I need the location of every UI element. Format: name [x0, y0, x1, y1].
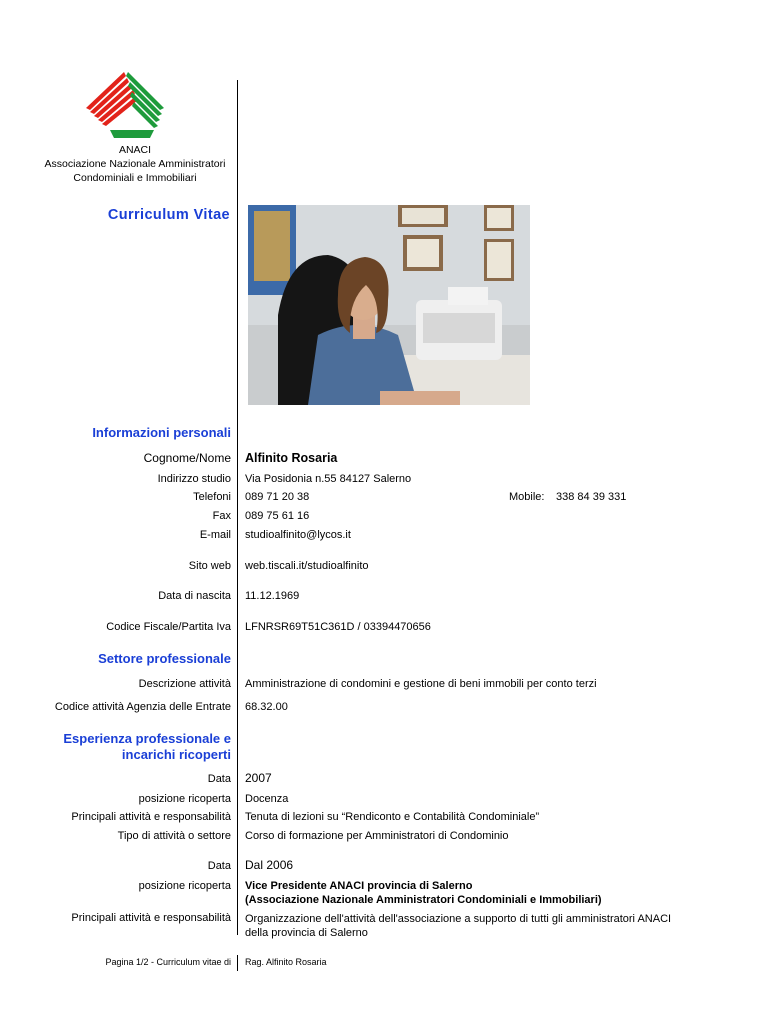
exp2-date-label: Data — [207, 860, 231, 872]
mobile-value: 338 84 39 331 — [556, 491, 627, 503]
mobile-label: Mobile: — [509, 491, 545, 503]
footer-divider — [237, 955, 238, 971]
email-label: E-mail — [199, 529, 231, 541]
org-name-line1: Associazione Nazionale Amministratori — [44, 158, 226, 170]
exp2-date-value: Dal 2006 — [245, 858, 294, 872]
footer-page-info: Pagina 1/2 - Curriculum vitae di — [105, 957, 231, 967]
section-personal-info: Informazioni personali — [92, 425, 231, 440]
activity-code-value: 68.32.00 — [245, 701, 288, 713]
portrait-photo — [248, 205, 530, 405]
exp2-position-value-line2: (Associazione Nazionale Amministratori Condominiali e Immobiliari) — [245, 894, 602, 906]
birth-date-value: 11.12.1969 — [245, 590, 300, 602]
exp1-date-label: Data — [207, 773, 231, 785]
section-experience-line2: incarichi ricoperti — [121, 747, 231, 762]
fax-value: 089 75 61 16 — [245, 510, 310, 522]
exp2-responsibility-value: Organizzazione dell'attività dell'associazione a supporto di tutti gli amministratori ANACI della provincia di Salerno — [245, 913, 672, 939]
activity-description-value: Amministrazione di condomini e gestione di beni immobili per conto terzi — [245, 678, 597, 690]
section-experience-line1: Esperienza professionale e — [63, 731, 231, 746]
org-name-line2: Condominiali e Immobiliari — [73, 172, 197, 184]
activity-description-label: Descrizione attività — [138, 678, 231, 690]
exp1-responsibility-value: Tenuta di lezioni su “Rendiconto e Contabilità Condominiale” — [245, 811, 540, 823]
exp2-position-value-line1: Vice Presidente ANACI provincia di Salerno — [245, 880, 473, 892]
exp1-position-label: posizione ricoperta — [138, 793, 231, 805]
exp2-position-label: posizione ricoperta — [138, 880, 231, 892]
anaci-logo-icon — [84, 68, 166, 142]
exp1-type-value: Corso di formazione per Amministratori di Condominio — [245, 830, 509, 842]
cv-title: Curriculum Vitae — [107, 207, 230, 223]
exp1-position-value: Docenza — [245, 793, 289, 805]
phone-value: 089 71 20 38 — [245, 491, 310, 503]
fax-label: Fax — [212, 510, 231, 522]
activity-code-label: Codice attività Agenzia delle Entrate — [54, 701, 231, 713]
exp1-type-label: Tipo di attività o settore — [117, 830, 231, 842]
address-label: Indirizzo studio — [157, 473, 231, 485]
tax-code-value: LFNRSR69T51C361D / 03394470656 — [245, 621, 431, 633]
address-value: Via Posidonia n.55 84127 Salerno — [245, 473, 412, 485]
birth-date-label: Data di nascita — [158, 590, 231, 602]
name-value: Alfinito Rosaria — [245, 451, 338, 465]
footer-author: Rag. Alfinito Rosaria — [245, 957, 327, 967]
exp1-date-value: 2007 — [245, 771, 272, 785]
tax-code-label: Codice Fiscale/Partita Iva — [106, 621, 231, 633]
name-label: Cognome/Nome — [143, 451, 231, 465]
vertical-divider — [237, 80, 238, 935]
section-professional-sector: Settore professionale — [98, 651, 231, 666]
exp2-responsibility-label: Principali attività e responsabilità — [71, 912, 231, 924]
phone-label: Telefoni — [193, 491, 231, 503]
email-value[interactable]: studioalfinito@lycos.it — [245, 529, 351, 541]
website-value[interactable]: web.tiscali.it/studioalfinito — [245, 560, 369, 572]
website-label: Sito web — [188, 560, 231, 572]
exp1-responsibility-label: Principali attività e responsabilità — [71, 811, 231, 823]
org-name-short: ANACI — [118, 144, 152, 156]
